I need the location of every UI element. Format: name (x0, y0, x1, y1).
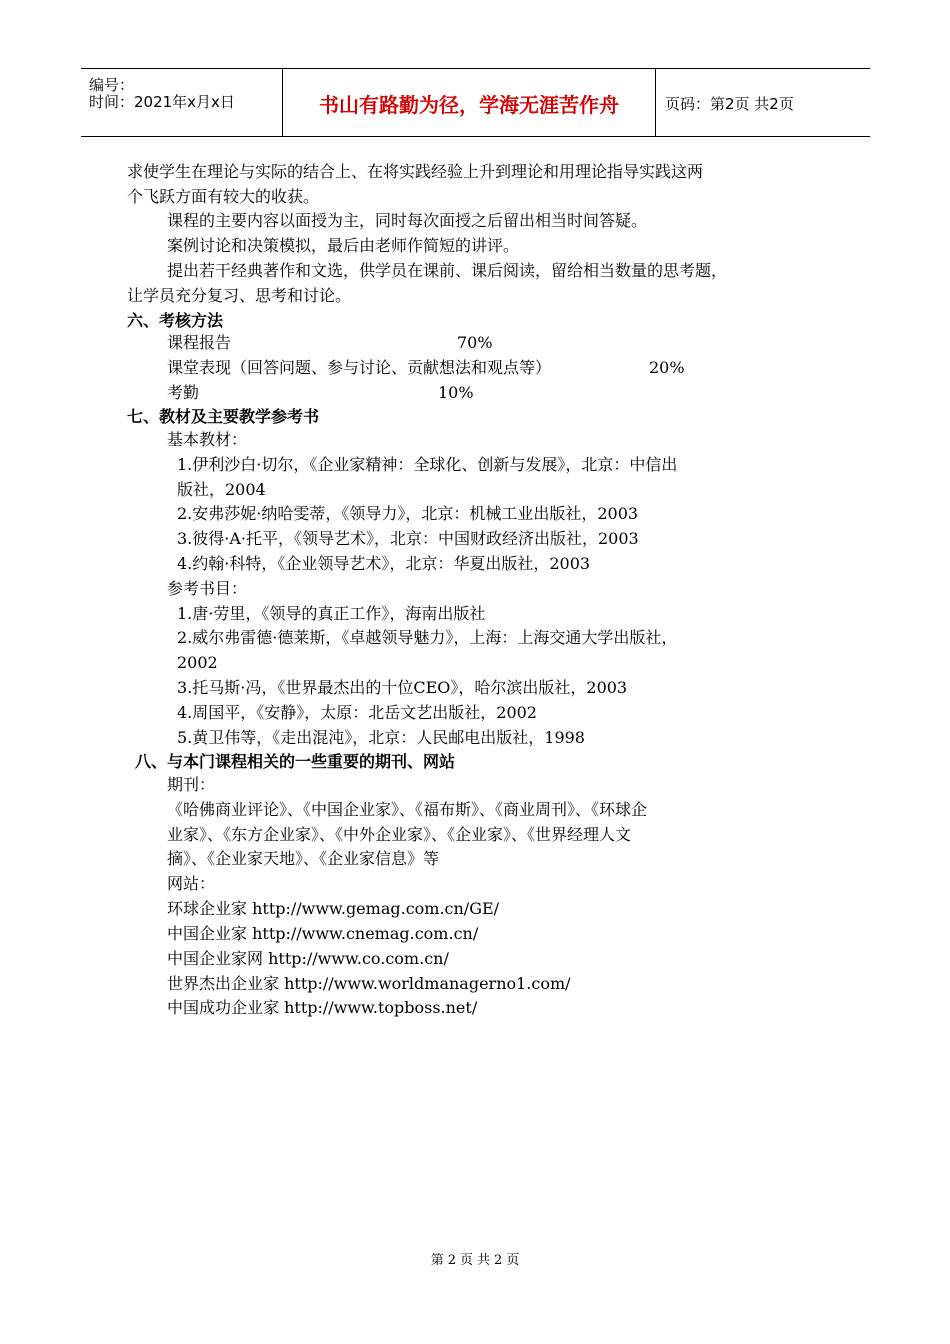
header-meta-cell (81, 69, 282, 136)
assessment-value: 70% (457, 333, 493, 352)
intro-paragraph: 案例讨论和决策模拟，最后由老师作简短的讲评。 (167, 236, 520, 255)
journal-line: 《哈佛商业评论》、《中国企业家》、《福布斯》、《商业周刊》、《环球企 (167, 800, 648, 819)
header-time: 时间：2021年x月x日 (89, 93, 235, 111)
reference-item: 3.托马斯·冯，《世界最杰出的十位CEO》，哈尔滨出版社，2003 (177, 678, 628, 697)
journal-line: 摘》、《企业家天地》、《企业家信息》等 (167, 849, 440, 868)
reference-item: 2.威尔弗雷德·德莱斯，《卓越领导魅力》，上海：上海交通大学出版社， (177, 628, 678, 647)
footer-total-pages: 2 (494, 1253, 503, 1268)
textbook-item: 3.彼得·A·托平，《领导艺术》，北京：中国财政经济出版社，2003 (177, 529, 639, 548)
textbook-item: 版社，2004 (177, 480, 266, 499)
header-page-info: 页码：第2页 共2页 (665, 95, 794, 113)
header-page-cell (655, 69, 870, 136)
reference-item: 4.周国平，《安静》，太原：北岳文艺出版社，2002 (177, 703, 537, 722)
header-motto-cell (282, 69, 656, 136)
reference-item: 5.黄卫伟等，《走出混沌》，北京：人民邮电出版社，1998 (177, 728, 585, 747)
assessment-label: 课程报告 (167, 333, 232, 352)
footer-text: 第 (430, 1253, 444, 1268)
intro-paragraph: 提出若干经典著作和文选，供学员在课前、课后阅读，留给相当数量的思考题， (167, 261, 728, 280)
intro-paragraph: 让学员充分复习、思考和讨论。 (127, 286, 352, 305)
footer-text: 页 (459, 1253, 473, 1268)
textbook-item: 4.约翰·科特，《企业领导艺术》，北京：华夏出版社，2003 (177, 554, 591, 573)
website-item: 中国成功企业家 http://www.topboss.net/ (167, 998, 478, 1017)
page-footer (0, 1249, 950, 1268)
reference-item: 2002 (177, 653, 218, 672)
assessment-label: 考勤 (167, 383, 200, 402)
header-motto: 书山有路勤为径，学海无涯苦作舟 (319, 93, 619, 117)
website-label: 网站： (167, 874, 216, 893)
footer-text: 页 (506, 1253, 520, 1268)
footer-text: 共 (477, 1253, 491, 1268)
reference-item: 1.唐·劳里，《领导的真正工作》，海南出版社 (177, 604, 486, 623)
intro-paragraph: 课程的主要内容以面授为主，同时每次面授之后留出相当时间答疑。 (167, 211, 648, 230)
textbook-item: 1.伊利沙白·切尔，《企业家精神：全球化、创新与发展》，北京：中信出 (177, 455, 678, 474)
assessment-value: 10% (438, 383, 474, 402)
intro-line: 求使学生在理论与实际的结合上、在将实践经验上升到理论和用理论指导实践这两 (127, 162, 704, 181)
website-item: 世界杰出企业家 http://www.worldmanagerno1.com/ (167, 974, 571, 993)
website-item: 环球企业家 http://www.gemag.com.cn/GE/ (167, 899, 500, 918)
serial-label: 编号： (89, 76, 135, 94)
journal-label: 期刊： (167, 775, 216, 794)
website-item: 中国企业家 http://www.cnemag.com.cn/ (167, 924, 479, 943)
section-heading: 六、考核方法 (127, 311, 224, 330)
assessment-label: 课堂表现（回答问题、参与讨论、贡献想法和观点等） (167, 358, 552, 377)
section-heading: 八、与本门课程相关的一些重要的期刊、网站 (135, 752, 456, 771)
footer-current-page: 2 (447, 1253, 456, 1268)
website-item: 中国企业家网 http://www.co.com.cn/ (167, 949, 449, 968)
reference-label: 参考书目： (167, 579, 248, 598)
assessment-value: 20% (649, 358, 685, 377)
section-heading: 七、教材及主要教学参考书 (127, 407, 320, 426)
textbook-item: 2.安弗莎妮·纳哈雯蒂，《领导力》，北京：机械工业出版社，2003 (177, 504, 639, 523)
basic-textbook-label: 基本教材： (167, 430, 248, 449)
intro-line: 个飞跃方面有较大的收获。 (127, 187, 320, 206)
journal-line: 业家》、《东方企业家》、《中外企业家》、《企业家》、《世界经理人文 (167, 825, 632, 844)
page-header (81, 68, 870, 137)
